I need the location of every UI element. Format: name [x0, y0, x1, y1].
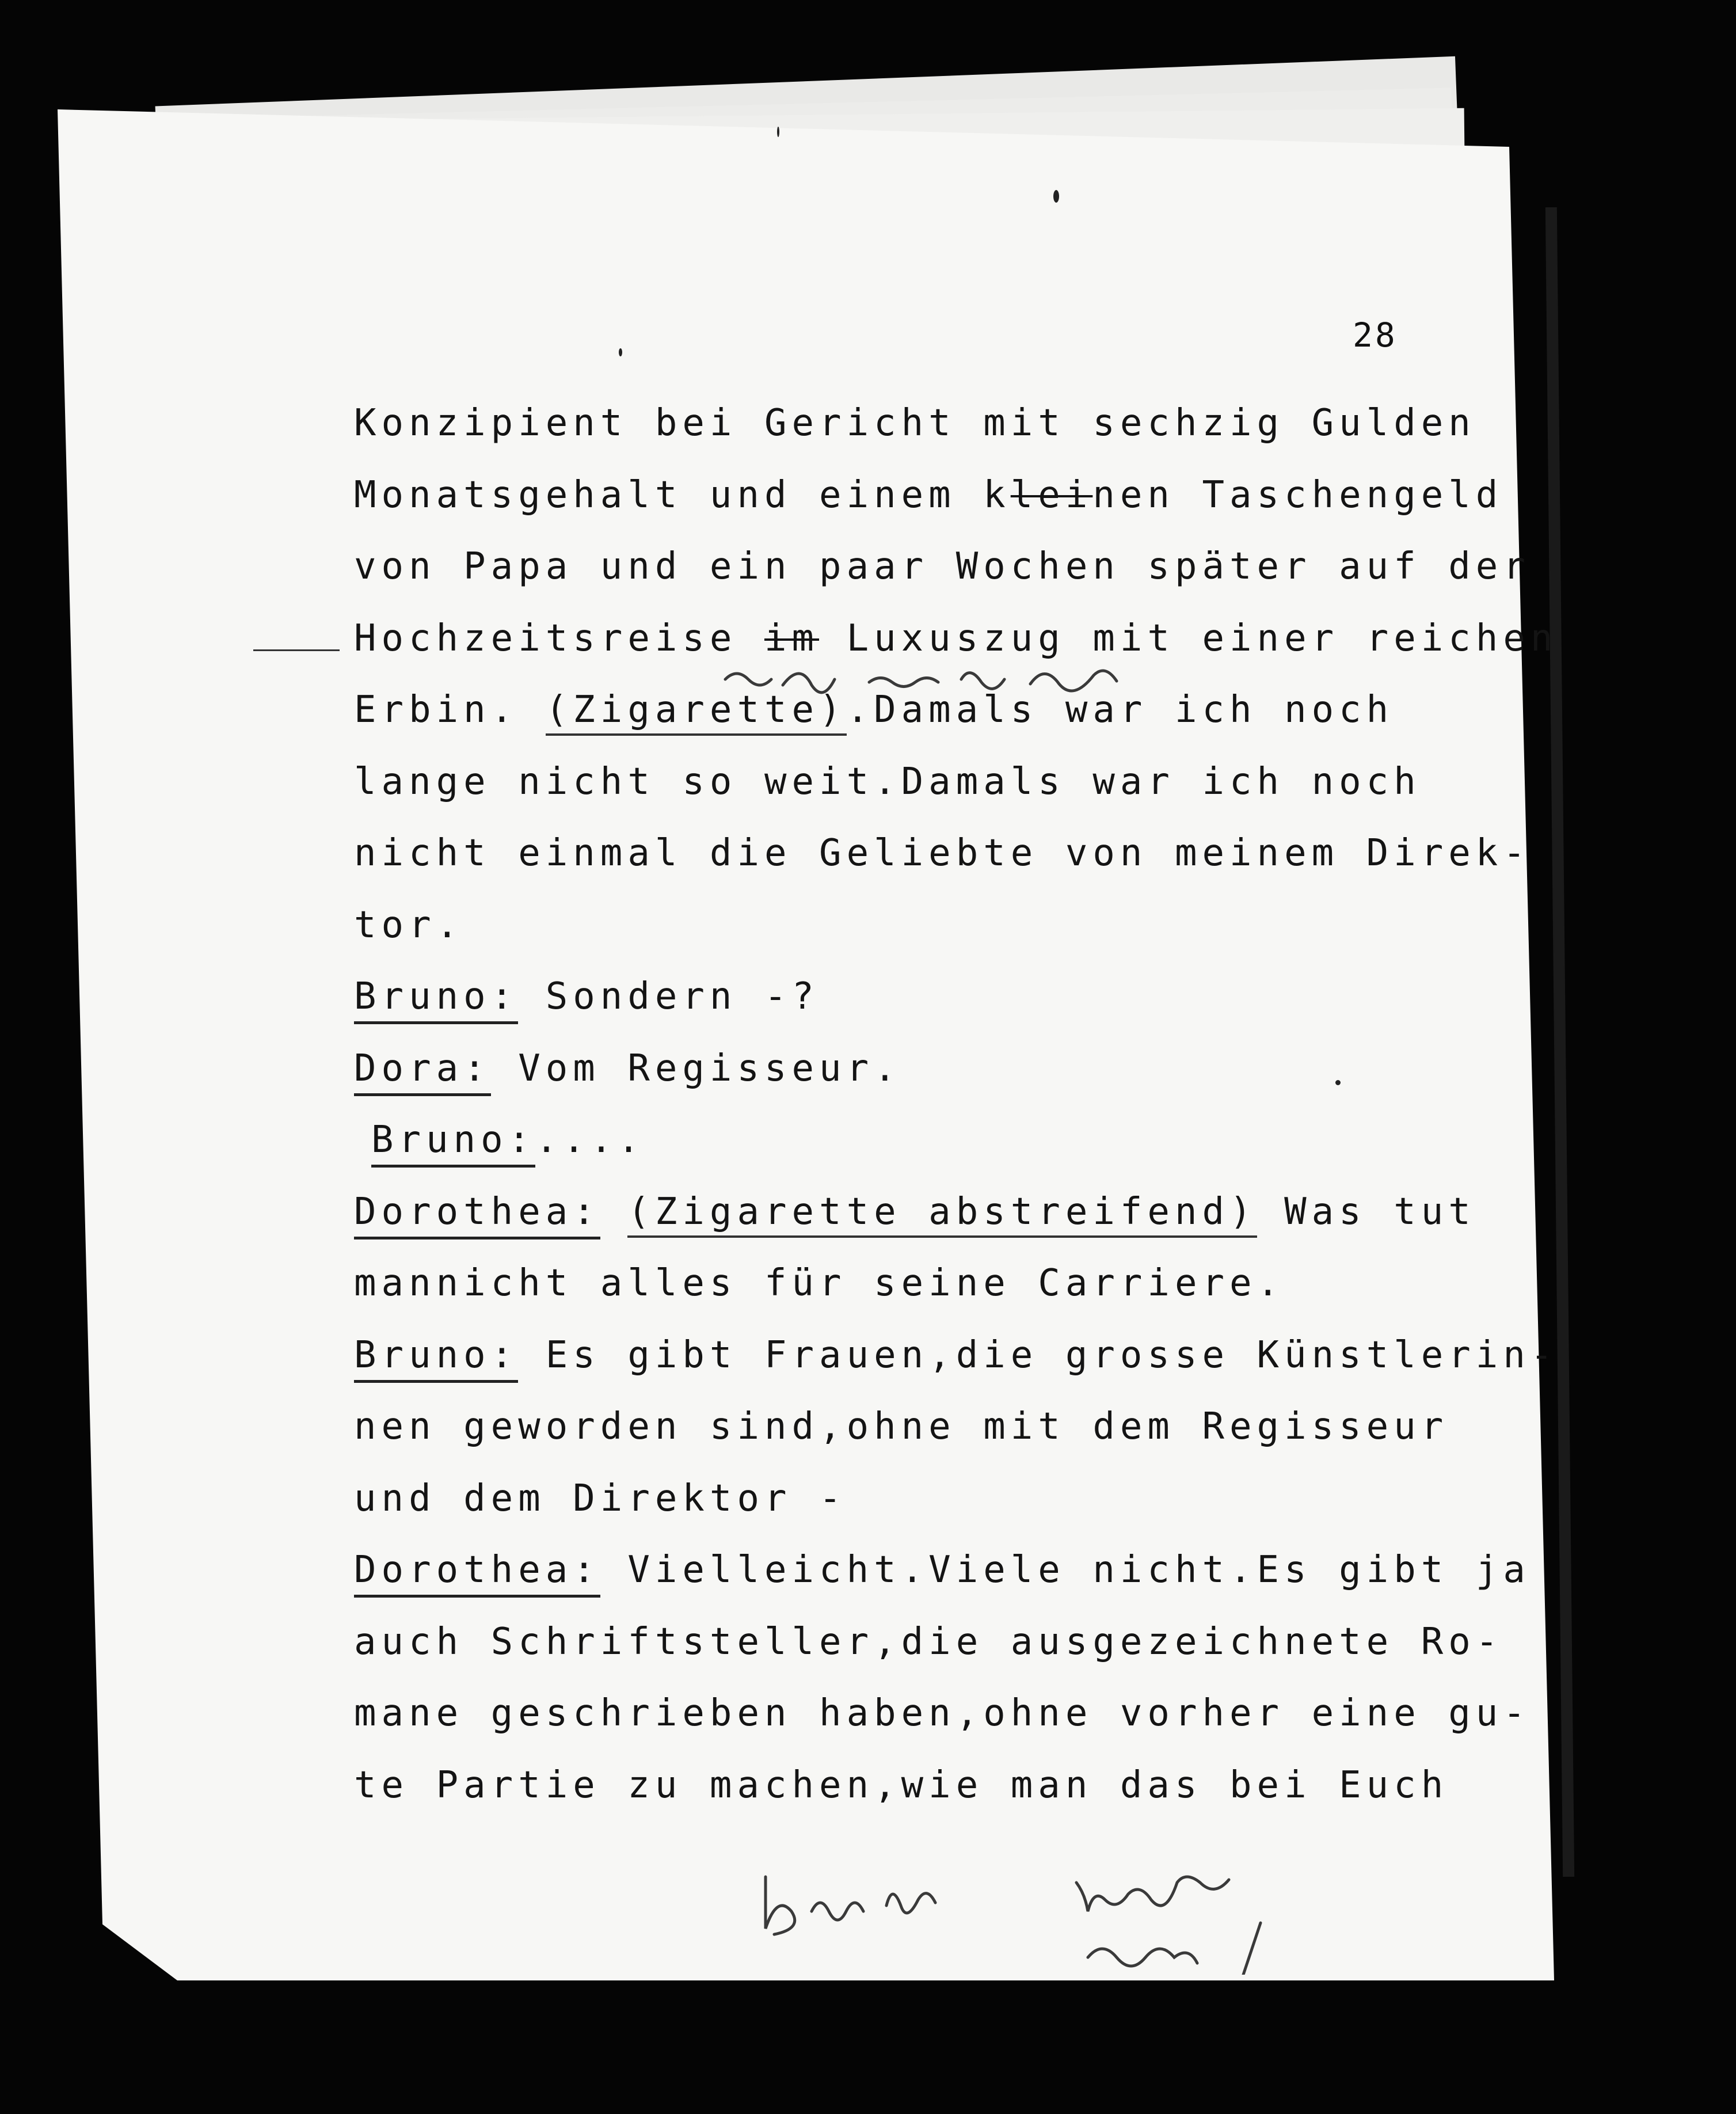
dialogue-line: Dorothea: Vielleicht.Viele nicht.Es gibt ja: [354, 1544, 1505, 1616]
text-line: te Partie zu machen,wie man das bei Euch: [354, 1763, 1449, 1807]
dialogue-line: Bruno: Sondern -?: [354, 971, 1505, 1043]
speaker-name: Dora:: [354, 1047, 491, 1096]
ink-speck: [619, 348, 622, 356]
text-line: von Papa und ein paar Wochen später auf der: [354, 545, 1531, 588]
handwritten-annotation: [719, 656, 1134, 702]
text-line: Monatsgehalt und einem kleinen Taschengeld: [354, 473, 1503, 516]
dialogue-line: Bruno:....: [354, 1114, 1505, 1186]
page-number: 28: [1353, 315, 1398, 355]
text-line: nen geworden sind,ohne mit dem Regisseur: [354, 1405, 1449, 1448]
text-line: Hochzeitsreise im Luxuszug mit einer reichen: [354, 617, 1558, 660]
text-line: Konzipient bei Gericht mit sechzig Gulden: [354, 402, 1476, 444]
text-line: mannicht alles für seine Carriere.: [354, 1262, 1285, 1305]
ink-speck: [1335, 1080, 1341, 1085]
stage-direction: (Zigarette abstreifend): [627, 1191, 1257, 1238]
text-line: tor.: [354, 903, 464, 946]
struck-text: lei: [1010, 473, 1093, 516]
speaker-name: Bruno:: [354, 1334, 518, 1383]
struck-text: im: [764, 617, 820, 660]
speaker-name: Dorothea:: [354, 1549, 600, 1598]
dialogue-line: Dora: Vom Regisseur.: [354, 1043, 1505, 1115]
text-line: nicht einmal die Geliebte von meinem Direk-: [354, 832, 1531, 875]
script-text: [354, 397, 1558, 1831]
speaker-name: Bruno:: [354, 975, 518, 1024]
text-line: und dem Direktor -: [354, 1477, 847, 1520]
ink-speck: [1053, 190, 1059, 203]
speaker-name: Bruno:: [371, 1119, 535, 1168]
dialogue-line: Dorothea: (Zigarette abstreifend) Was tut: [354, 1186, 1505, 1258]
handwritten-annotation: [754, 1860, 1433, 1975]
text-line: auch Schriftsteller,die ausgezeichnete Ro-: [354, 1620, 1503, 1663]
ink-speck: [777, 127, 779, 137]
stage-direction: (Zigarette): [546, 689, 847, 736]
text-line: lange nicht so weit.Damals war ich noch: [354, 760, 1421, 803]
margin-mark: [253, 649, 340, 651]
text-line: mane geschrieben haben,ohne vorher eine gu-: [354, 1692, 1531, 1735]
sheet-edge-shadow: [1545, 207, 1574, 1877]
text-line: Erbin. (Zigarette).Damals war ich noch: [354, 684, 1505, 756]
speaker-name: Dorothea:: [354, 1191, 600, 1239]
dialogue-line: Bruno: Es gibt Frauen,die grosse Künstlerin-: [354, 1329, 1505, 1401]
